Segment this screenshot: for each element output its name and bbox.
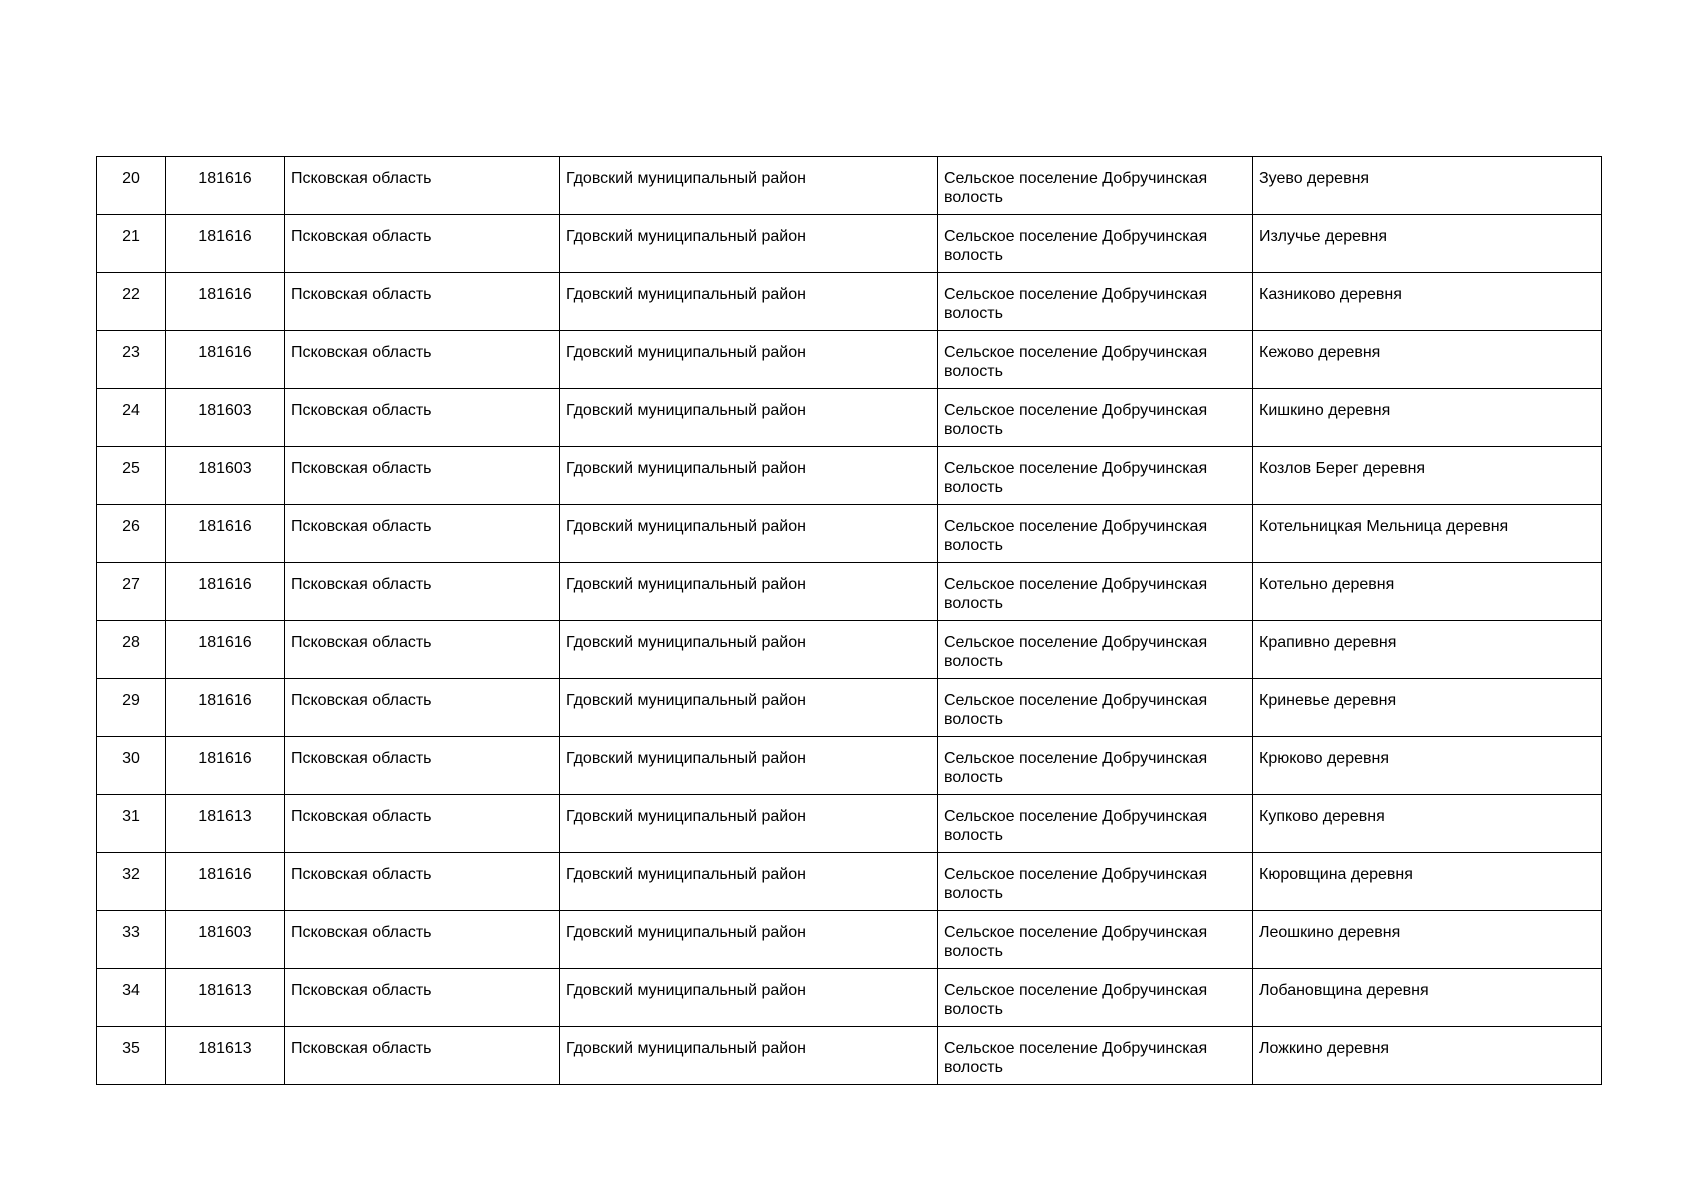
district-name: Гдовский муниципальный район xyxy=(560,563,938,621)
postal-code: 181616 xyxy=(166,621,285,679)
region-name: Псковская область xyxy=(285,1027,560,1085)
settlements-table xyxy=(96,156,1602,1085)
table-row xyxy=(97,621,1602,679)
region-name: Псковская область xyxy=(285,621,560,679)
table-row xyxy=(97,679,1602,737)
region-name: Псковская область xyxy=(285,331,560,389)
region-name: Псковская область xyxy=(285,273,560,331)
locality-name: Зуево деревня xyxy=(1253,157,1602,215)
row-number: 31 xyxy=(97,795,166,853)
settlement-name: Сельское поселение Добручинская волость xyxy=(938,969,1253,1027)
settlement-name: Сельское поселение Добручинская волость xyxy=(938,215,1253,273)
row-number: 26 xyxy=(97,505,166,563)
locality-name: Крапивно деревня xyxy=(1253,621,1602,679)
postal-code: 181616 xyxy=(166,563,285,621)
table-row xyxy=(97,969,1602,1027)
settlement-name: Сельское поселение Добручинская волость xyxy=(938,1027,1253,1085)
locality-name: Лобановщина деревня xyxy=(1253,969,1602,1027)
region-name: Псковская область xyxy=(285,911,560,969)
locality-name: Кишкино деревня xyxy=(1253,389,1602,447)
postal-code: 181616 xyxy=(166,215,285,273)
row-number: 34 xyxy=(97,969,166,1027)
locality-name: Излучье деревня xyxy=(1253,215,1602,273)
district-name: Гдовский муниципальный район xyxy=(560,911,938,969)
settlement-name: Сельское поселение Добручинская волость xyxy=(938,563,1253,621)
settlement-name: Сельское поселение Добручинская волость xyxy=(938,157,1253,215)
table-row xyxy=(97,563,1602,621)
settlement-name: Сельское поселение Добручинская волость xyxy=(938,853,1253,911)
postal-code: 181616 xyxy=(166,737,285,795)
settlement-name: Сельское поселение Добручинская волость xyxy=(938,331,1253,389)
district-name: Гдовский муниципальный район xyxy=(560,621,938,679)
district-name: Гдовский муниципальный район xyxy=(560,679,938,737)
district-name: Гдовский муниципальный район xyxy=(560,215,938,273)
postal-code: 181603 xyxy=(166,911,285,969)
district-name: Гдовский муниципальный район xyxy=(560,447,938,505)
postal-code: 181616 xyxy=(166,331,285,389)
locality-name: Кюровщина деревня xyxy=(1253,853,1602,911)
region-name: Псковская область xyxy=(285,447,560,505)
district-name: Гдовский муниципальный район xyxy=(560,331,938,389)
district-name: Гдовский муниципальный район xyxy=(560,737,938,795)
district-name: Гдовский муниципальный район xyxy=(560,1027,938,1085)
postal-code: 181616 xyxy=(166,679,285,737)
table-row xyxy=(97,157,1602,215)
table-row xyxy=(97,447,1602,505)
locality-name: Криневье деревня xyxy=(1253,679,1602,737)
settlement-name: Сельское поселение Добручинская волость xyxy=(938,505,1253,563)
region-name: Псковская область xyxy=(285,505,560,563)
postal-code: 181603 xyxy=(166,389,285,447)
settlement-name: Сельское поселение Добручинская волость xyxy=(938,389,1253,447)
postal-code: 181616 xyxy=(166,505,285,563)
table-row xyxy=(97,331,1602,389)
table-row xyxy=(97,853,1602,911)
row-number: 27 xyxy=(97,563,166,621)
district-name: Гдовский муниципальный район xyxy=(560,853,938,911)
locality-name: Ложкино деревня xyxy=(1253,1027,1602,1085)
settlement-name: Сельское поселение Добручинская волость xyxy=(938,679,1253,737)
region-name: Псковская область xyxy=(285,737,560,795)
district-name: Гдовский муниципальный район xyxy=(560,273,938,331)
settlement-name: Сельское поселение Добручинская волость xyxy=(938,273,1253,331)
row-number: 30 xyxy=(97,737,166,795)
region-name: Псковская область xyxy=(285,679,560,737)
postal-code: 181613 xyxy=(166,795,285,853)
locality-name: Кежово деревня xyxy=(1253,331,1602,389)
row-number: 32 xyxy=(97,853,166,911)
postal-code: 181603 xyxy=(166,447,285,505)
region-name: Псковская область xyxy=(285,389,560,447)
locality-name: Котельно деревня xyxy=(1253,563,1602,621)
region-name: Псковская область xyxy=(285,795,560,853)
table-row xyxy=(97,505,1602,563)
table-row xyxy=(97,737,1602,795)
locality-name: Крюково деревня xyxy=(1253,737,1602,795)
postal-code: 181613 xyxy=(166,1027,285,1085)
region-name: Псковская область xyxy=(285,563,560,621)
settlement-name: Сельское поселение Добручинская волость xyxy=(938,795,1253,853)
region-name: Псковская область xyxy=(285,969,560,1027)
row-number: 29 xyxy=(97,679,166,737)
postal-code: 181613 xyxy=(166,969,285,1027)
locality-name: Котельницкая Мельница деревня xyxy=(1253,505,1602,563)
table-row xyxy=(97,215,1602,273)
row-number: 22 xyxy=(97,273,166,331)
region-name: Псковская область xyxy=(285,157,560,215)
region-name: Псковская область xyxy=(285,853,560,911)
settlement-name: Сельское поселение Добручинская волость xyxy=(938,737,1253,795)
table-row xyxy=(97,389,1602,447)
district-name: Гдовский муниципальный район xyxy=(560,157,938,215)
row-number: 23 xyxy=(97,331,166,389)
row-number: 28 xyxy=(97,621,166,679)
row-number: 24 xyxy=(97,389,166,447)
postal-code: 181616 xyxy=(166,853,285,911)
locality-name: Казниково деревня xyxy=(1253,273,1602,331)
settlement-name: Сельское поселение Добручинская волость xyxy=(938,447,1253,505)
table-row xyxy=(97,795,1602,853)
postal-code: 181616 xyxy=(166,273,285,331)
table-row xyxy=(97,273,1602,331)
district-name: Гдовский муниципальный район xyxy=(560,389,938,447)
settlement-name: Сельское поселение Добручинская волость xyxy=(938,911,1253,969)
row-number: 20 xyxy=(97,157,166,215)
district-name: Гдовский муниципальный район xyxy=(560,969,938,1027)
table-body xyxy=(97,157,1602,1085)
table-row xyxy=(97,911,1602,969)
locality-name: Леошкино деревня xyxy=(1253,911,1602,969)
row-number: 21 xyxy=(97,215,166,273)
locality-name: Купково деревня xyxy=(1253,795,1602,853)
district-name: Гдовский муниципальный район xyxy=(560,795,938,853)
settlement-name: Сельское поселение Добручинская волость xyxy=(938,621,1253,679)
locality-name: Козлов Берег деревня xyxy=(1253,447,1602,505)
region-name: Псковская область xyxy=(285,215,560,273)
row-number: 33 xyxy=(97,911,166,969)
row-number: 35 xyxy=(97,1027,166,1085)
district-name: Гдовский муниципальный район xyxy=(560,505,938,563)
row-number: 25 xyxy=(97,447,166,505)
table-row xyxy=(97,1027,1602,1085)
postal-code: 181616 xyxy=(166,157,285,215)
